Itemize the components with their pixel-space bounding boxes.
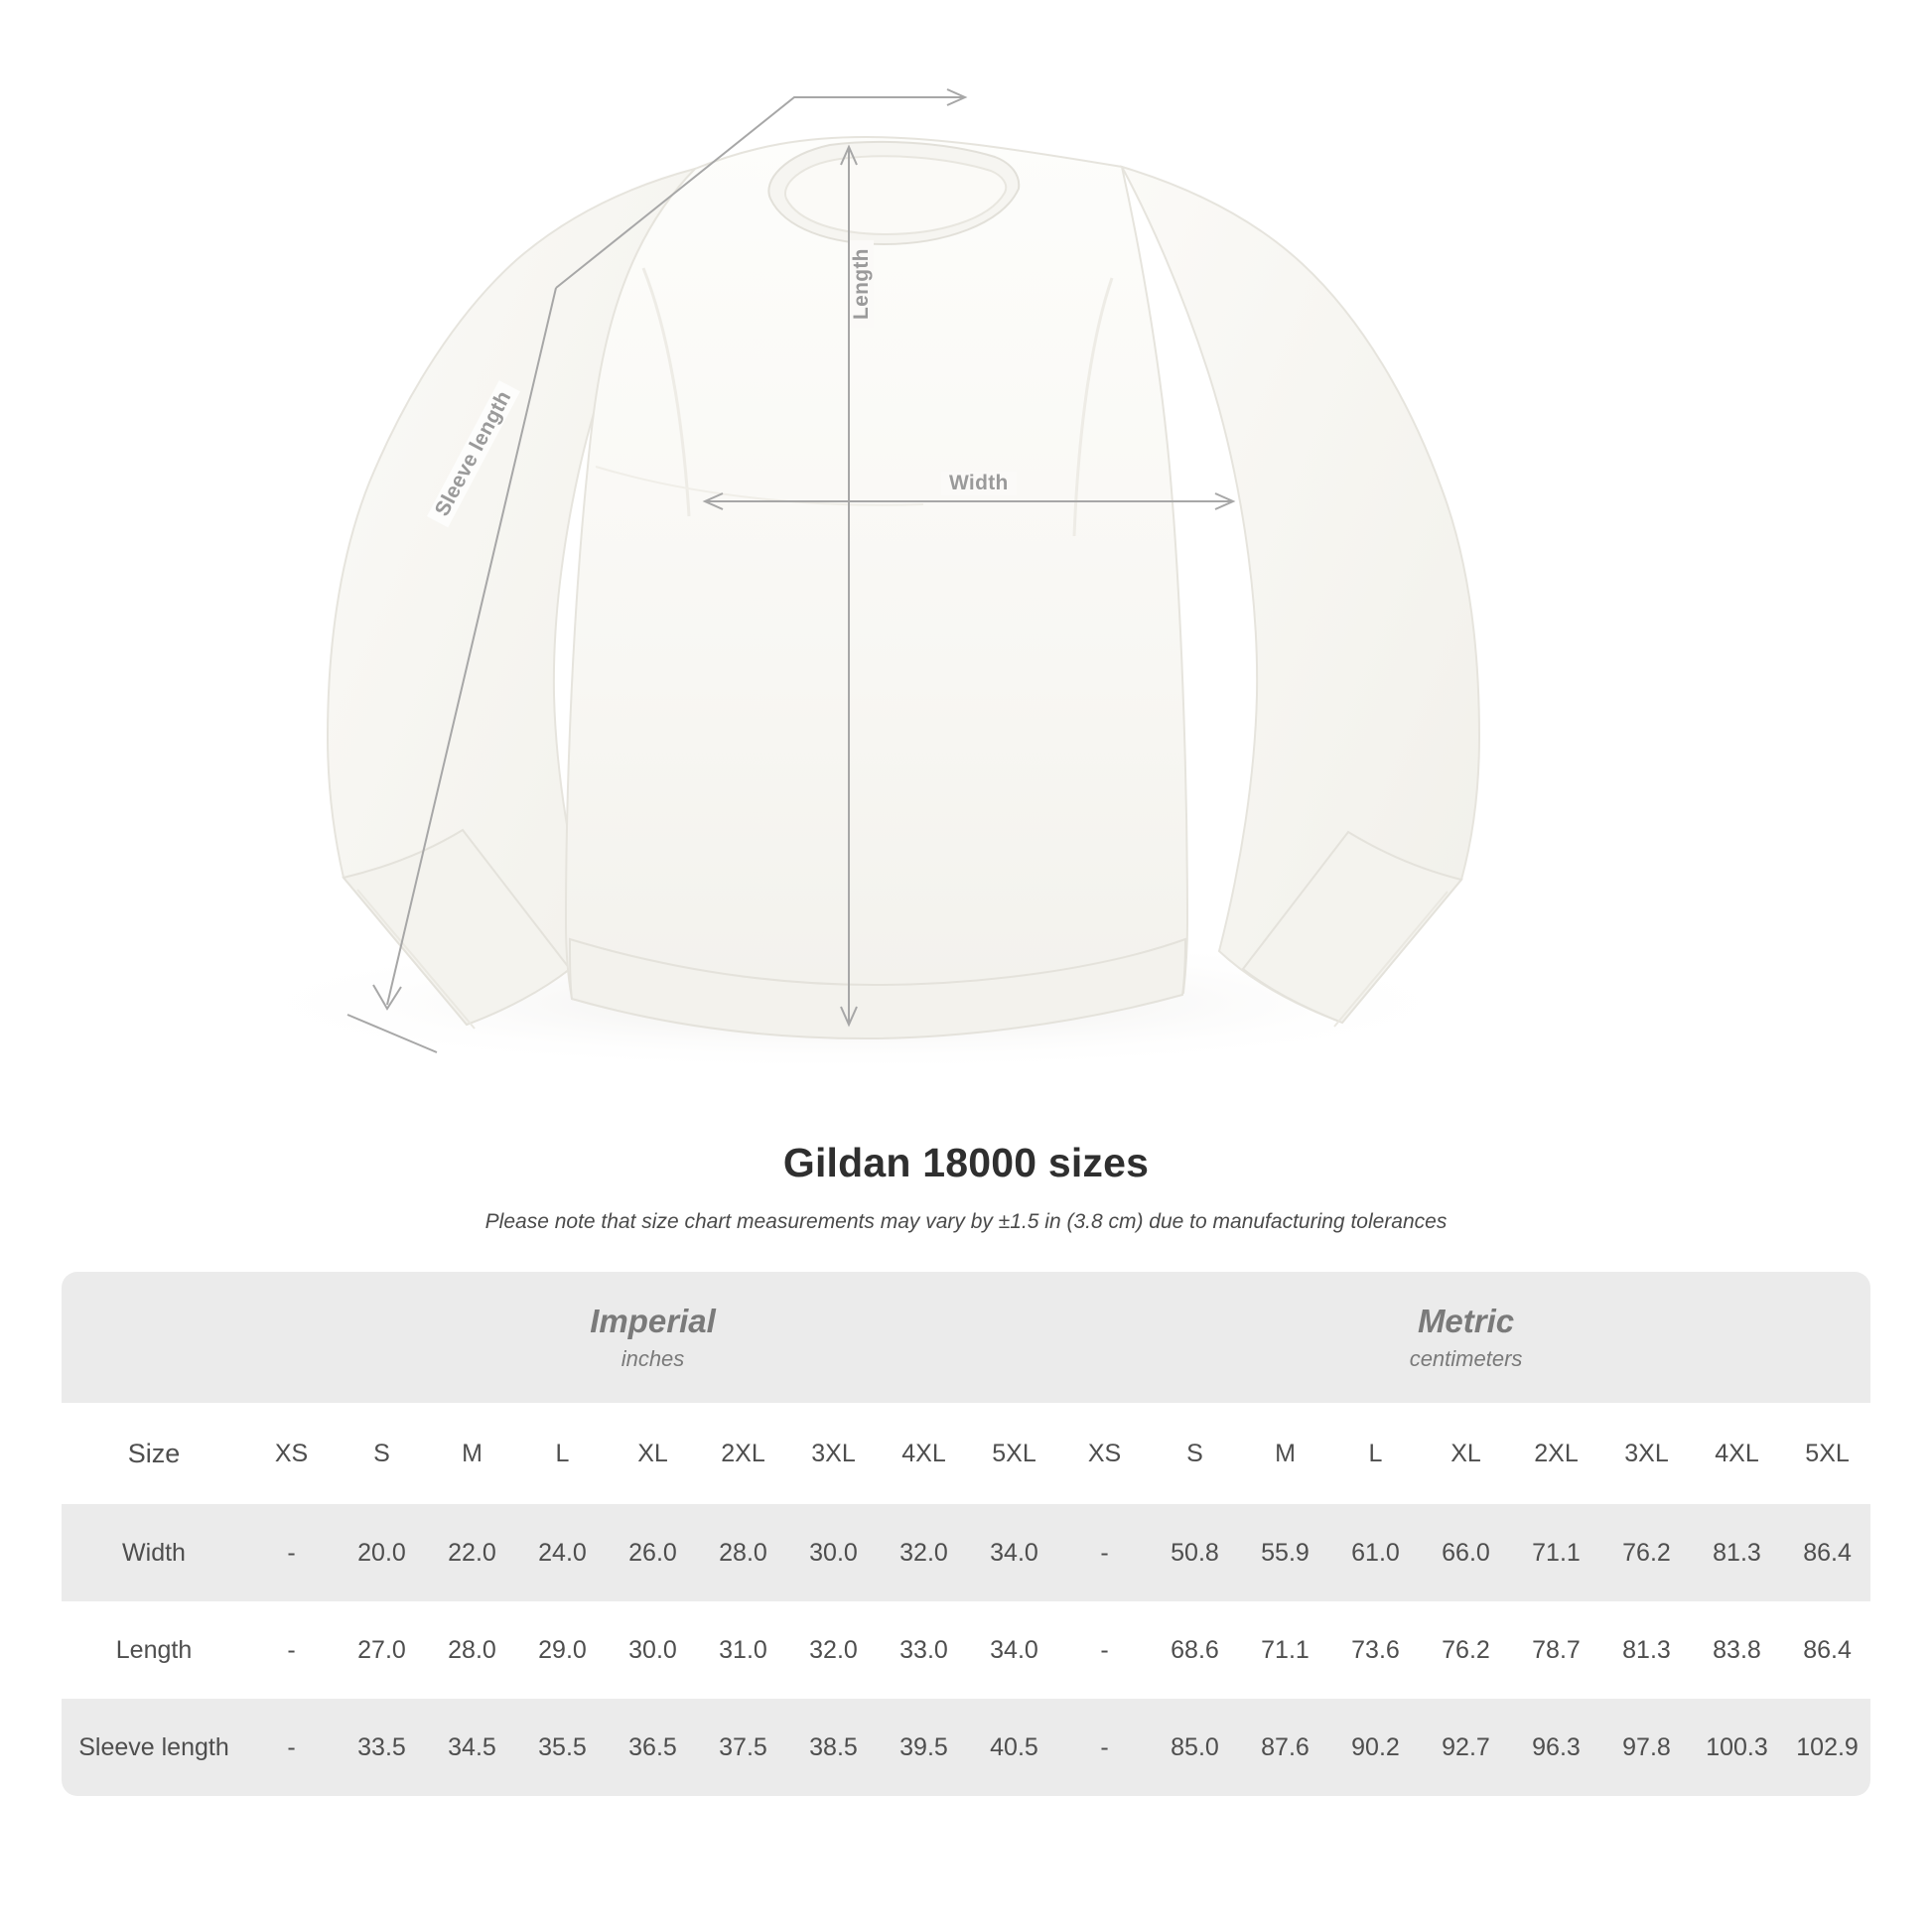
- unit-header-row: [62, 1272, 1870, 1403]
- width-imperial-m: 22.0: [427, 1504, 517, 1601]
- size-table-wrapper: [62, 1272, 1870, 1796]
- size-header-row: [62, 1403, 1870, 1504]
- sleeve-imperial-3xl: 38.5: [788, 1699, 879, 1796]
- width-metric-5xl: 86.4: [1782, 1504, 1870, 1601]
- unit-header-spacer: [62, 1272, 246, 1403]
- sleeve-metric-2xl: 96.3: [1511, 1699, 1601, 1796]
- size-header-imperial-xl: XL: [608, 1403, 698, 1504]
- sleeve-length-dimension-label: Sleeve length: [427, 380, 520, 527]
- sleeve-imperial-xs: -: [246, 1699, 337, 1796]
- size-header-metric-2xl: 2XL: [1511, 1403, 1601, 1504]
- sleeve-metric-m: 87.6: [1240, 1699, 1330, 1796]
- size-header-metric-3xl: 3XL: [1601, 1403, 1692, 1504]
- metric-unit-name: Metric: [1417, 1303, 1515, 1340]
- imperial-unit-sub: inches: [621, 1345, 685, 1371]
- length-imperial-xl: 30.0: [608, 1601, 698, 1699]
- table-row: [62, 1601, 1870, 1699]
- width-metric-4xl: 81.3: [1692, 1504, 1782, 1601]
- size-header-metric-5xl: 5XL: [1782, 1403, 1870, 1504]
- page-title: Gildan 18000 sizes: [782, 1140, 1150, 1185]
- imperial-unit-header: [246, 1272, 1059, 1403]
- length-imperial-2xl: 31.0: [698, 1601, 788, 1699]
- width-imperial-2xl: 28.0: [698, 1504, 788, 1601]
- size-header-imperial-4xl: 4XL: [879, 1403, 969, 1504]
- length-metric-2xl: 78.7: [1511, 1601, 1601, 1699]
- table-row: [62, 1504, 1870, 1601]
- length-metric-xs: -: [1059, 1601, 1150, 1699]
- length-metric-m: 71.1: [1240, 1601, 1330, 1699]
- size-header-metric-xl: XL: [1421, 1403, 1511, 1504]
- title-block: [0, 1140, 1932, 1234]
- size-header-imperial-5xl: 5XL: [969, 1403, 1059, 1504]
- sleeve-metric-l: 90.2: [1330, 1699, 1421, 1796]
- size-header-imperial-m: M: [427, 1403, 517, 1504]
- size-header-metric-l: L: [1330, 1403, 1421, 1504]
- length-metric-s: 68.6: [1150, 1601, 1240, 1699]
- sleeve-metric-s: 85.0: [1150, 1699, 1240, 1796]
- width-imperial-5xl: 34.0: [969, 1504, 1059, 1601]
- width-imperial-4xl: 32.0: [879, 1504, 969, 1601]
- length-imperial-xs: -: [246, 1601, 337, 1699]
- length-metric-xl: 76.2: [1421, 1601, 1511, 1699]
- size-header-imperial-l: L: [517, 1403, 608, 1504]
- width-imperial-s: 20.0: [337, 1504, 427, 1601]
- width-metric-2xl: 71.1: [1511, 1504, 1601, 1601]
- length-imperial-m: 28.0: [427, 1601, 517, 1699]
- length-dimension-label: Length: [850, 240, 874, 328]
- length-imperial-s: 27.0: [337, 1601, 427, 1699]
- width-imperial-l: 24.0: [517, 1504, 608, 1601]
- width-metric-xl: 66.0: [1421, 1504, 1511, 1601]
- width-dimension-label: Width: [941, 472, 1017, 495]
- sleeve-imperial-s: 33.5: [337, 1699, 427, 1796]
- row-label-length: Length: [62, 1601, 246, 1699]
- width-metric-l: 61.0: [1330, 1504, 1421, 1601]
- row-label-sleeve-length: Sleeve length: [62, 1699, 246, 1796]
- length-metric-5xl: 86.4: [1782, 1601, 1870, 1699]
- size-table: [62, 1272, 1870, 1796]
- tolerance-note: Please note that size chart measurements may vary by ±1.5 in (3.8 cm) due to manufacturing tolerances: [484, 1210, 1448, 1233]
- metric-unit-sub: centimeters: [1409, 1345, 1523, 1371]
- length-imperial-3xl: 32.0: [788, 1601, 879, 1699]
- imperial-unit-name: Imperial: [590, 1303, 716, 1340]
- size-header-imperial-2xl: 2XL: [698, 1403, 788, 1504]
- length-metric-3xl: 81.3: [1601, 1601, 1692, 1699]
- sleeve-metric-xs: -: [1059, 1699, 1150, 1796]
- sleeve-imperial-4xl: 39.5: [879, 1699, 969, 1796]
- length-imperial-4xl: 33.0: [879, 1601, 969, 1699]
- metric-unit-header: [1059, 1272, 1870, 1403]
- width-imperial-xs: -: [246, 1504, 337, 1601]
- size-header-metric-m: M: [1240, 1403, 1330, 1504]
- length-metric-4xl: 83.8: [1692, 1601, 1782, 1699]
- width-metric-xs: -: [1059, 1504, 1150, 1601]
- width-imperial-3xl: 30.0: [788, 1504, 879, 1601]
- sleeve-imperial-m: 34.5: [427, 1699, 517, 1796]
- length-imperial-5xl: 34.0: [969, 1601, 1059, 1699]
- sleeve-metric-4xl: 100.3: [1692, 1699, 1782, 1796]
- length-imperial-l: 29.0: [517, 1601, 608, 1699]
- size-corner-label: Size: [62, 1403, 246, 1504]
- sleeve-metric-xl: 92.7: [1421, 1699, 1511, 1796]
- size-header-imperial-xs: XS: [246, 1403, 337, 1504]
- row-label-width: Width: [62, 1504, 246, 1601]
- sleeve-imperial-2xl: 37.5: [698, 1699, 788, 1796]
- width-metric-3xl: 76.2: [1601, 1504, 1692, 1601]
- size-header-metric-s: S: [1150, 1403, 1240, 1504]
- sleeve-metric-5xl: 102.9: [1782, 1699, 1870, 1796]
- size-header-imperial-3xl: 3XL: [788, 1403, 879, 1504]
- sleeve-metric-3xl: 97.8: [1601, 1699, 1692, 1796]
- length-metric-l: 73.6: [1330, 1601, 1421, 1699]
- sleeve-imperial-xl: 36.5: [608, 1699, 698, 1796]
- width-imperial-xl: 26.0: [608, 1504, 698, 1601]
- width-metric-m: 55.9: [1240, 1504, 1330, 1601]
- size-header-metric-xs: XS: [1059, 1403, 1150, 1504]
- size-header-imperial-s: S: [337, 1403, 427, 1504]
- width-metric-s: 50.8: [1150, 1504, 1240, 1601]
- size-header-metric-4xl: 4XL: [1692, 1403, 1782, 1504]
- sleeve-imperial-l: 35.5: [517, 1699, 608, 1796]
- table-row: [62, 1699, 1870, 1796]
- sleeve-imperial-5xl: 40.5: [969, 1699, 1059, 1796]
